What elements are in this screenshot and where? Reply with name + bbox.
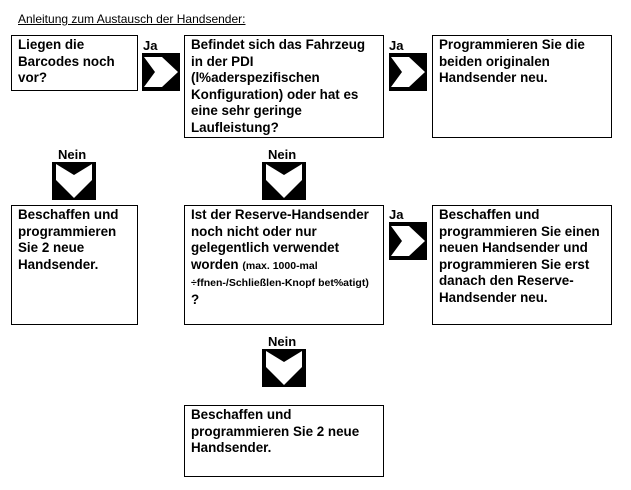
box-reserve-main-text: Ist der Reserve-Handsender noch nicht oder nur gelegentlich verwendet worden	[191, 207, 369, 272]
box-barcodes-question	[11, 35, 138, 91]
page-title: Anleitung zum Austausch der Handsender:	[18, 12, 246, 26]
label-ja-3: Ja	[389, 207, 404, 222]
box-programmieren-beide	[432, 35, 612, 138]
label-nein-2: Nein	[268, 147, 297, 162]
box-beschaffen-1	[11, 205, 138, 325]
box-programmieren-beide-text: Programmieren Sie die beiden originalen Handsender neu.	[439, 37, 585, 85]
box-reserve-question-mark: ?	[191, 291, 200, 307]
label-ja-1: Ja	[143, 38, 158, 53]
box-reserve-question	[184, 205, 384, 325]
box-barcodes-text: Liegen die Barcodes noch vor?	[18, 37, 115, 85]
arrow-right-icon	[389, 53, 427, 91]
box-beschaffen-2	[184, 405, 384, 477]
box-beschaffen-2-text: Beschaffen und programmieren Sie 2 neue Handsender.	[191, 407, 360, 455]
arrow-down-icon	[262, 162, 306, 200]
box-programmieren-neu	[432, 205, 612, 325]
box-beschaffen-1-text: Beschaffen und programmieren Sie 2 neue Handsender.	[18, 207, 119, 272]
arrow-right-icon	[389, 222, 427, 260]
label-nein-3: Nein	[268, 334, 297, 349]
label-nein-1: Nein	[58, 147, 87, 162]
arrow-right-icon	[142, 53, 180, 91]
box-fahrzeug-text: Befindet sich das Fahrzeug in der PDI (l%aderspezifischen Konfiguration) oder hat es eine sehr geringe Laufleistung?	[191, 37, 366, 135]
arrow-down-icon	[52, 162, 96, 200]
label-ja-2: Ja	[389, 38, 404, 53]
box-fahrzeug-question	[184, 35, 384, 138]
box-reserve-note-text: (max. 1000-mal ÷ffnen-/Schließlen-Knopf bet%atigt)	[191, 259, 369, 289]
box-programmieren-neu-text: Beschaffen und programmieren Sie einen neuen Handsender und programmieren Sie erst danach den Reserve-Handsender neu.	[439, 207, 600, 305]
arrow-down-icon	[262, 349, 306, 387]
